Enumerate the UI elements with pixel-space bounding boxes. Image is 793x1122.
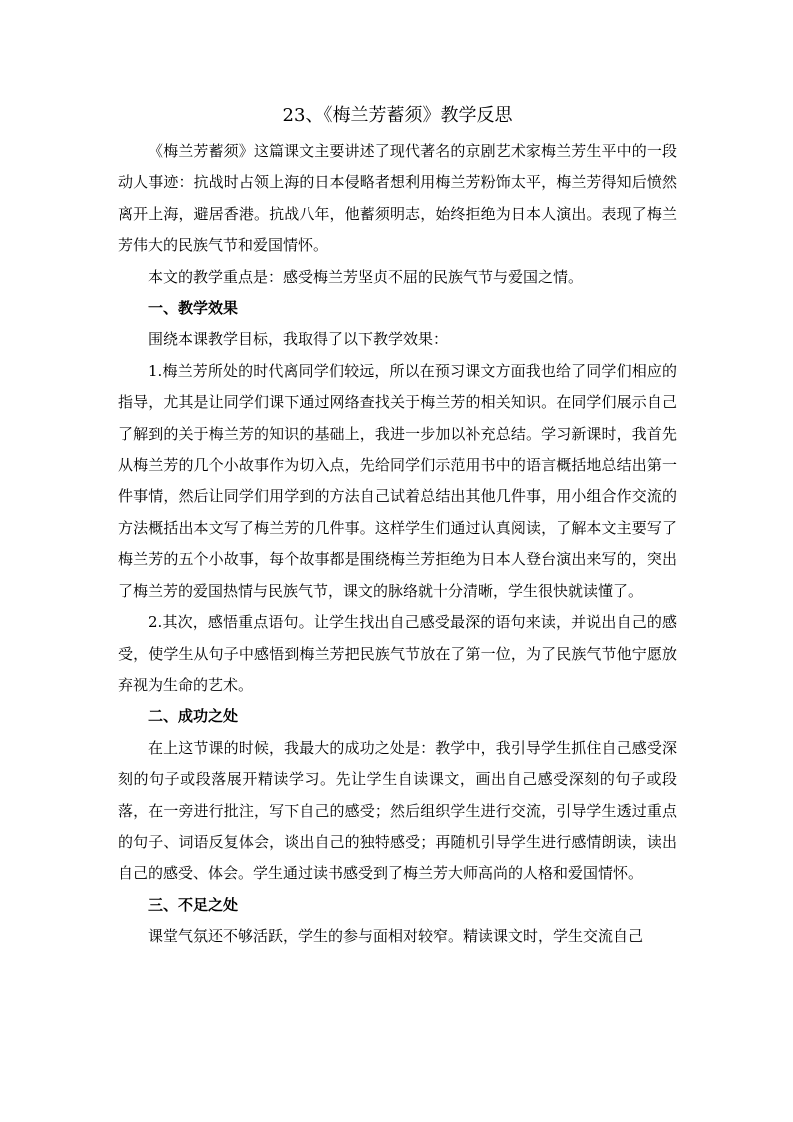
section-heading-teaching-effect: 一、教学效果	[148, 299, 239, 318]
document-title: 23、《梅兰芳蓄须》教学反思	[282, 105, 513, 126]
document-page	[118, 98, 677, 953]
intro-paragraph: 《梅兰芳蓄须》这篇课文主要讲述了现代著名的京剧艺术家梅兰芳生平中的一段动人事迹：抗战时占领上海的日本侵略者想利用梅兰芳粉饰太平，梅兰芳得知后愤然离开上海，避居香港。抗战八年，他蓄须明志，始终拒绝为日本人演出。表现了梅兰芳伟大的民族气节和爱国情怀。	[118, 142, 677, 255]
successes-paragraph: 在上这节课的时候，我最大的成功之处是：教学中，我引导学生抓住自己感受深刻的句子或段落展开精读学习。先让学生自读课文，画出自己感受深刻的句子或段落，在一旁进行批注，写下自己的感受；然后组织学生进行交流，引导学生透过重点的句子、词语反复体会，谈出自己的独特感受；再随机引导学生进行感情朗读，读出自己的感受、体会。学生通过读书感受到了梅兰芳大师高尚的人格和爱国情怀。	[118, 738, 677, 883]
focus-paragraph: 本文的教学重点是：感受梅兰芳坚贞不屈的民族气节与爱国之情。	[148, 267, 584, 286]
section-heading-successes: 二、成功之处	[148, 707, 239, 726]
teaching-effect-lead: 围绕本课教学目标，我取得了以下教学效果：	[148, 330, 449, 349]
shortcomings-paragraph: 课堂气氛还不够活跃，学生的参与面相对较窄。精读课文时，学生交流自己	[148, 927, 644, 946]
teaching-effect-item-1: 1.梅兰芳所处的时代离同学们较远，所以在预习课文方面我也给了同学们相应的指导，尤其是让同学们课下通过网络查找关于梅兰芳的相关知识。在同学们展示自己了解到的关于梅兰芳的知识的基础上，我进一步加以补充总结。学习新课时，我首先从梅兰芳的几个小故事作为切入点，先给同学们示范用书中的语言概括地总结出第一件事情，然后让同学们用学到的方法自己试着总结出其他几件事，用小组合作交流的方法概括出本文写了梅兰芳的几件事。这样学生们通过认真阅读，了解本文主要写了梅兰芳的五个小故事，每个故事都是围绕梅兰芳拒绝为日本人登台演出来写的，突出了梅兰芳的爱国热情与民族气节，课文的脉络就十分清晰，学生很快就读懂了。	[118, 361, 677, 600]
teaching-effect-item-2: 2.其次，感悟重点语句。让学生找出自己感受最深的语句来读，并说出自己的感受，使学生从句子中感悟到梅兰芳把民族气节放在了第一位，为了民族气节他宁愿放弃视为生命的艺术。	[118, 613, 677, 694]
section-heading-shortcomings: 三、不足之处	[148, 895, 239, 914]
